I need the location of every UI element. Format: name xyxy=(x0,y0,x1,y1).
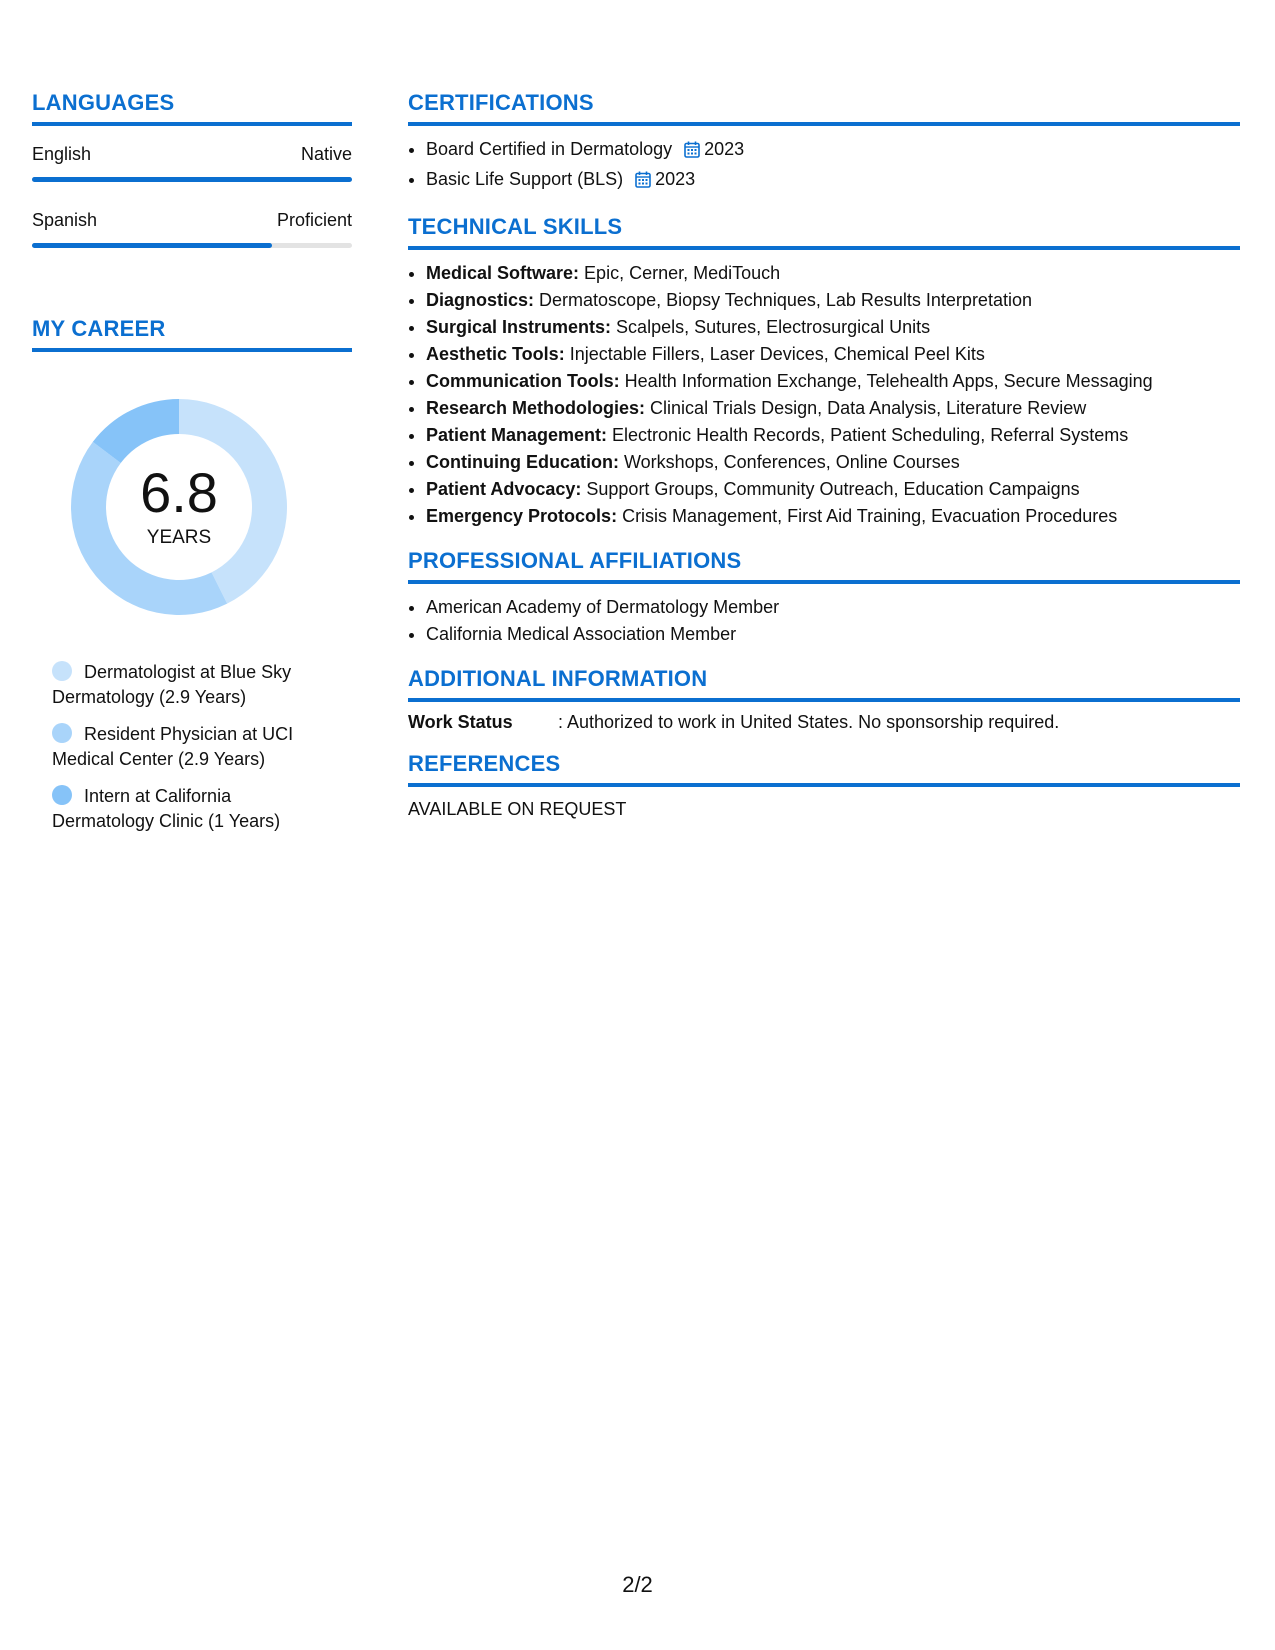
skill-label: Patient Advocacy: xyxy=(426,479,582,499)
skill-label: Emergency Protocols: xyxy=(426,506,618,526)
skill-value: Health Information Exchange, Telehealth Apps, Secure Messaging xyxy=(619,371,1153,391)
affiliations-list xyxy=(408,594,1240,648)
skill-value: Scalpels, Sutures, Electrosurgical Units xyxy=(611,317,931,337)
skill-value: Injectable Fillers, Laser Devices, Chemical Peel Kits xyxy=(564,344,985,364)
skill-item xyxy=(426,314,1240,341)
career-legend-item xyxy=(52,784,322,834)
technical-skills-section xyxy=(408,214,1240,530)
career-donut-chart xyxy=(64,392,294,622)
skill-label: Research Methodologies: xyxy=(426,398,646,418)
legend-label: Intern at California Dermatology Clinic (1 Years) xyxy=(52,786,281,831)
skill-label: Diagnostics: xyxy=(426,290,535,310)
skill-value: Epic, Cerner, MediTouch xyxy=(579,263,781,283)
language-level: Native xyxy=(300,144,352,164)
references-title: REFERENCES xyxy=(408,751,1240,787)
skill-item xyxy=(426,476,1240,503)
skills-list xyxy=(408,260,1240,530)
skill-item xyxy=(426,422,1240,449)
language-bar-fill xyxy=(32,243,272,248)
skill-item xyxy=(426,449,1240,476)
legend-dot-icon xyxy=(52,723,72,743)
career-title: MY CAREER xyxy=(32,316,352,352)
skill-value: Clinical Trials Design, Data Analysis, Literature Review xyxy=(645,398,1087,418)
additional-info-section xyxy=(408,666,1240,733)
skill-value: Dermatoscope, Biopsy Techniques, Lab Results Interpretation xyxy=(534,290,1032,310)
skill-value: Support Groups, Community Outreach, Education Campaigns xyxy=(581,479,1080,499)
skill-item xyxy=(426,287,1240,314)
affiliations-title: PROFESSIONAL AFFILIATIONS xyxy=(408,548,1240,584)
certification-year: 2023 xyxy=(655,169,696,189)
language-name: Spanish xyxy=(32,210,98,230)
skill-value: Crisis Management, First Aid Training, Evacuation Procedures xyxy=(617,506,1118,526)
certification-item xyxy=(426,136,1240,166)
skill-label: Communication Tools: xyxy=(426,371,620,391)
languages-title: LANGUAGES xyxy=(32,90,352,126)
language-spanish xyxy=(32,210,352,248)
legend-dot-icon xyxy=(52,785,72,805)
certifications-list xyxy=(408,136,1240,196)
skill-label: Medical Software: xyxy=(426,263,580,283)
work-status-label: Work Status xyxy=(408,712,513,732)
right-column xyxy=(408,90,1240,820)
career-legend xyxy=(32,660,352,834)
additional-info-title: ADDITIONAL INFORMATION xyxy=(408,666,1240,702)
calendar-icon xyxy=(684,139,700,166)
references-text: AVAILABLE ON REQUEST xyxy=(408,799,627,819)
legend-dot-icon xyxy=(52,661,72,681)
certification-name: Basic Life Support (BLS) xyxy=(426,169,624,189)
affiliation-item: • California Medical Association Member xyxy=(426,621,1240,648)
references-section xyxy=(408,751,1240,820)
page-number: 2/2 xyxy=(622,1572,653,1597)
career-legend-item xyxy=(52,660,322,710)
skill-item xyxy=(426,341,1240,368)
affiliations-section xyxy=(408,548,1240,648)
certification-name: Board Certified in Dermatology xyxy=(426,139,673,159)
total-years-unit: YEARS xyxy=(146,527,212,548)
language-english xyxy=(32,144,352,182)
legend-label: Dermatologist at Blue Sky Dermatology (2.9 Years) xyxy=(52,662,292,707)
skill-value: Electronic Health Records, Patient Scheduling, Referral Systems xyxy=(607,425,1129,445)
language-bar xyxy=(32,243,352,248)
career-legend-item xyxy=(52,722,322,772)
work-status-value: : Authorized to work in United States. No sponsorship required. xyxy=(558,712,1060,732)
language-bar-fill xyxy=(32,177,352,182)
skill-label: Patient Management: xyxy=(426,425,608,445)
language-bar xyxy=(32,177,352,182)
skill-item xyxy=(426,368,1240,395)
certification-year: 2023 xyxy=(704,139,745,159)
certifications-section xyxy=(408,90,1240,196)
donut-center xyxy=(64,392,294,622)
legend-label: Resident Physician at UCI Medical Center (2.9 Years) xyxy=(52,724,294,769)
left-column xyxy=(32,90,352,846)
technical-skills-title: TECHNICAL SKILLS xyxy=(408,214,1240,250)
affiliation-item: • American Academy of Dermatology Member xyxy=(426,594,1240,621)
skill-item xyxy=(426,395,1240,422)
skill-item xyxy=(426,503,1240,530)
certifications-title: CERTIFICATIONS xyxy=(408,90,1240,126)
skill-label: Aesthetic Tools: xyxy=(426,344,565,364)
language-level: Proficient xyxy=(276,210,352,230)
certification-item xyxy=(426,166,1240,196)
calendar-icon xyxy=(635,169,651,196)
total-years-value: 6.8 xyxy=(140,461,218,524)
skill-label: Surgical Instruments: xyxy=(426,317,612,337)
skill-label: Continuing Education: xyxy=(426,452,619,472)
work-status-row xyxy=(408,712,1240,733)
skill-item xyxy=(426,260,1240,287)
skill-value: Workshops, Conferences, Online Courses xyxy=(618,452,960,472)
language-name: English xyxy=(32,144,92,164)
